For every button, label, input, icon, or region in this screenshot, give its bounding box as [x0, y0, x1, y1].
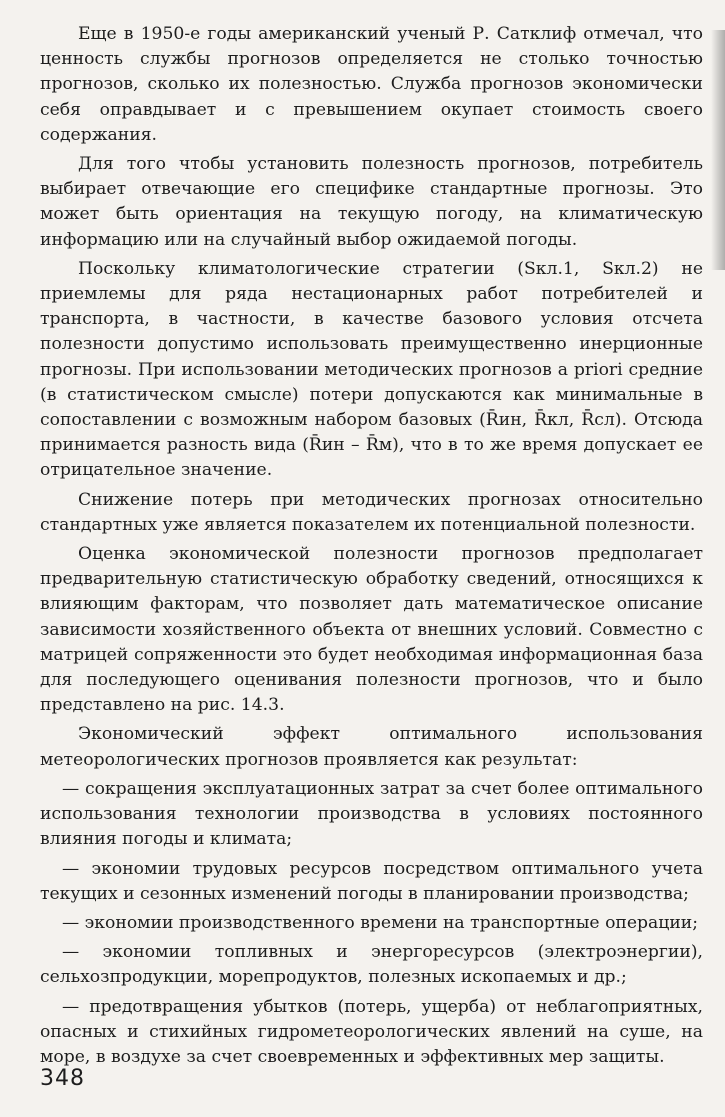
list-item-4: — экономии топливных и энергоресурсов (электроэнергии), сельхозпродукции, морепродуктов, полезных ископаемых и др.;	[40, 942, 703, 988]
paragraph-5: Оценка экономической полезности прогнозов предполагает предварительную статистическую обработку сведений, относящихся к влияющим факторам, что позволяет дать математическое описание зависимости хозяйственного объекта от внешних условий. Совместно с матрицей сопряженности это будет необходимая информационная база для последующего оценивания полезности прогнозов, что и было представлено на рис. 14.3.	[40, 544, 703, 716]
paragraph-2: Для того чтобы установить полезность прогнозов, потребитель выбирает отвечающие его специфике стандартные прогнозы. Это может быть ориентация на текущую погоду, на климатическую информацию или на случайный выбор ожидаемой погоды.	[40, 154, 703, 250]
book-page-text	[40, 22, 703, 1074]
paragraph-3: Поскольку климатологические стратегии (Sкл.1, Sкл.2) не приемлемы для ряда нестационарных работ потребителей и транспорта, в частности, в качестве базового условия отсчета полезности допустимо использовать преимущественно инерционные прогнозы. При использовании методических прогнозов a priori средние (в статистическом смысле) потери допускаются как минимальные в сопоставлении с возможным набором базовых (R̄ин, R̄кл, R̄сл). Отсюда принимается разность вида (R̄ин – R̄м), что в то же время допускает ее отрицательное значение.	[40, 258, 703, 481]
page-edge-shadow	[711, 30, 725, 270]
list-item-2: — экономии трудовых ресурсов посредством оптимального учета текущих и сезонных изменений погоды в планировании производства;	[40, 858, 703, 904]
list-item-5: — предотвращения убытков (потерь, ущерба) от неблагоприятных, опасных и стихийных гидрометеорологических явлений на суше, на море, в воздухе за счет своевременных и эффективных мер защиты.	[40, 996, 703, 1067]
paragraph-6: Экономический эффект оптимального использования метеорологических прогнозов проявляется как результат:	[40, 724, 703, 770]
paragraph-1: Еще в 1950-е годы американский ученый Р. Сатклиф отмечал, что ценность службы прогнозов определяется не столько точностью прогнозов, сколько их полезностью. Служба прогнозов экономически себя оправдывает и с превышением окупает стоимость своего содержания.	[40, 24, 703, 145]
list-item-3: — экономии производственного времени на транспортные операции;	[62, 912, 699, 933]
list-item-1: — сокращения эксплуатационных затрат за счет более оптимального использования технологии производства в условиях постоянного влияния погоды и климата;	[40, 778, 703, 850]
page-number: 348	[40, 1066, 85, 1091]
paragraph-4: Снижение потерь при методических прогнозах относительно стандартных уже является показателем их потенциальной полезности.	[40, 489, 703, 535]
